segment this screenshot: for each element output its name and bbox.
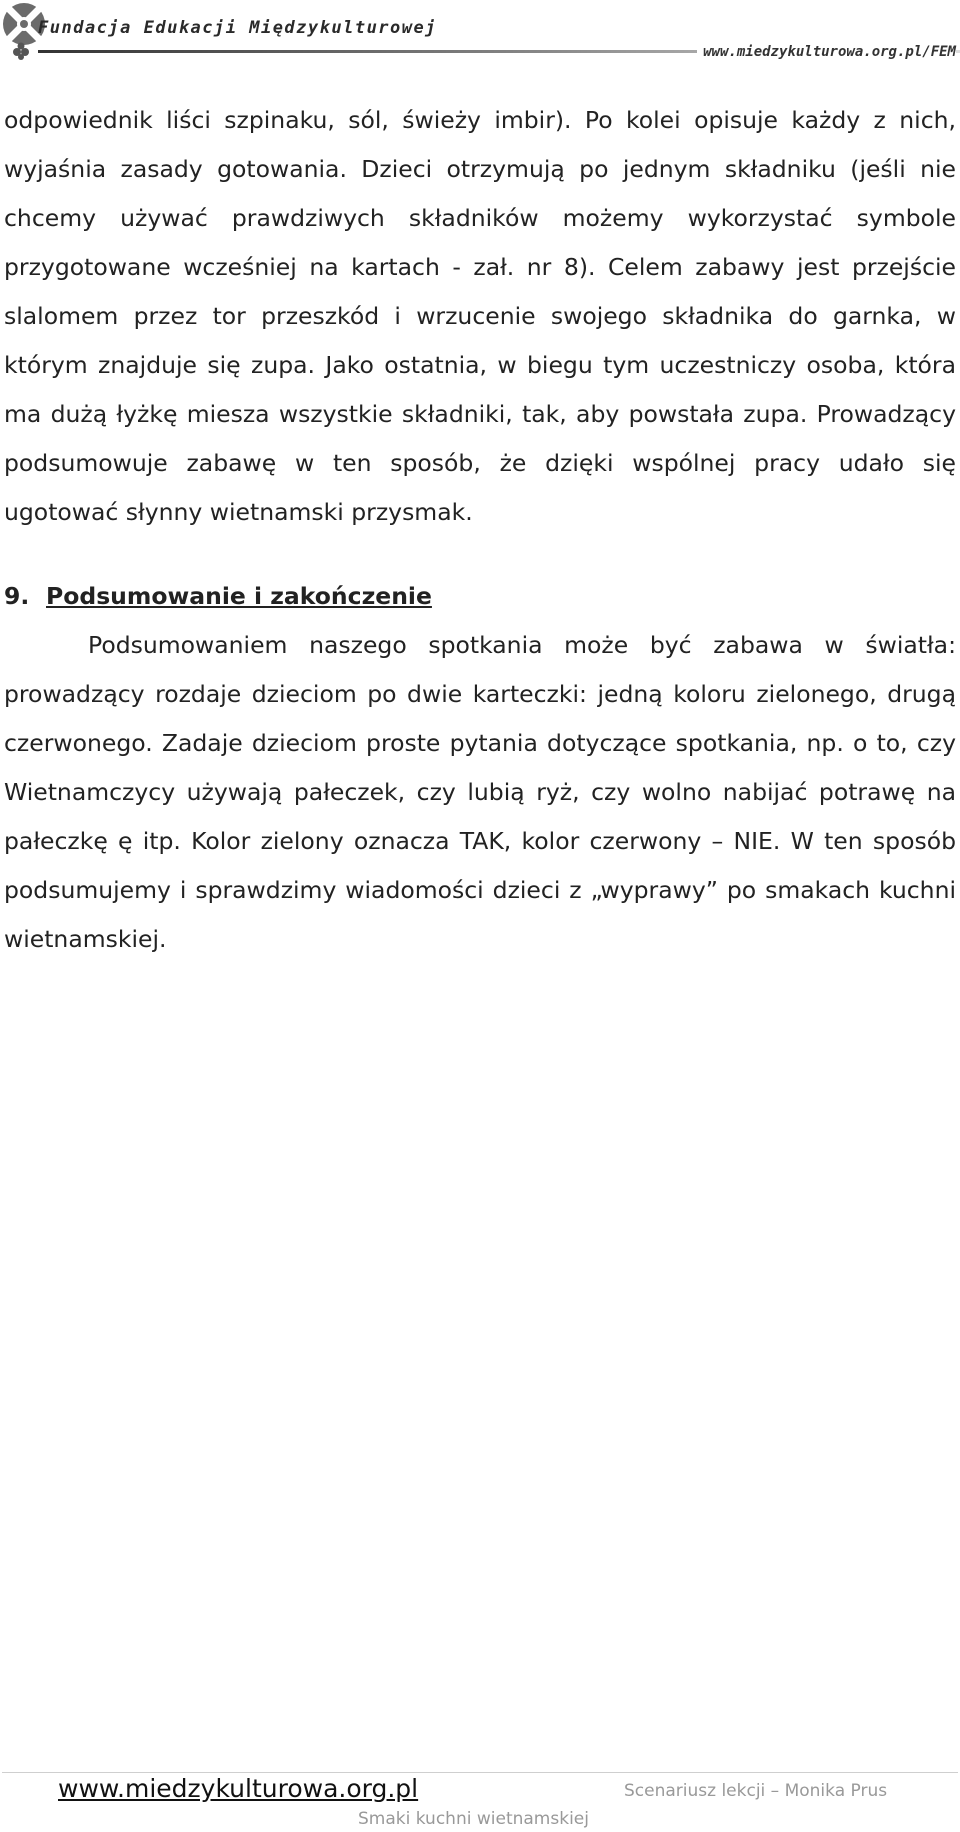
paragraph-summary: Podsumowaniem naszego spotkania może być zabawa w światła: prowadzący rozdaje dzieciom po dwie karteczki: jedną koloru zielonego, drugą czerwonego. Zadaje dzieciom proste pytania dotyczące spotkania, np. o to, czy Wietnamczycy używają pałeczek, czy lubią ryż, czy wolno nabijać potrawę na pałeczkę ę itp. Kolor zielony oznacza TAK, kolor czerwony – NIE. W ten sposób podsumujemy i sprawdzimy wiadomości dzieci z „wyprawy” po smakach kuchni wietnamskiej. bbox=[4, 631, 956, 953]
footer-subtitle: Smaki kuchni wietnamskiej bbox=[358, 1809, 589, 1829]
section-heading bbox=[4, 572, 956, 621]
document-body bbox=[4, 96, 956, 964]
footer-author: Scenariusz lekcji – Monika Prus bbox=[624, 1781, 888, 1801]
footer-website-link[interactable]: www.miedzykulturowa.org.pl bbox=[58, 1774, 419, 1803]
organization-name: Fundacja Edukacji Międzykulturowej bbox=[38, 18, 437, 38]
header-website-link[interactable]: www.miedzykulturowa.org.pl/FEM bbox=[697, 44, 956, 60]
footer-divider bbox=[2, 1772, 958, 1773]
section-number: 9. bbox=[4, 582, 30, 610]
section-title: Podsumowanie i zakończenie bbox=[46, 582, 432, 610]
page-header bbox=[0, 0, 960, 62]
paragraph-activity-description: odpowiednik liści szpinaku, sól, świeży imbir). Po kolei opisuje każdy z nich, wyjaśnia zasady gotowania. Dzieci otrzymują po jednym składniku (jeśli nie chcemy używać prawdziwych składników możemy wykorzystać symbole przygotowane wcześniej na kartach - zał. nr 8). Celem zabawy jest przejście slalomem przez tor przeszkód i wrzucenie swojego składnika do garnka, w którym znajduje się zupa. Jako ostatnia, w biegu tym uczestniczy osoba, która ma dużą łyżkę miesza wszystkie składniki, tak, aby powstała zupa. Prowadzący podsumowuje zabawę w ten sposób, że dzięki wspólnej pracy udało się ugotować słynny wietnamski przysmak. bbox=[4, 106, 956, 526]
